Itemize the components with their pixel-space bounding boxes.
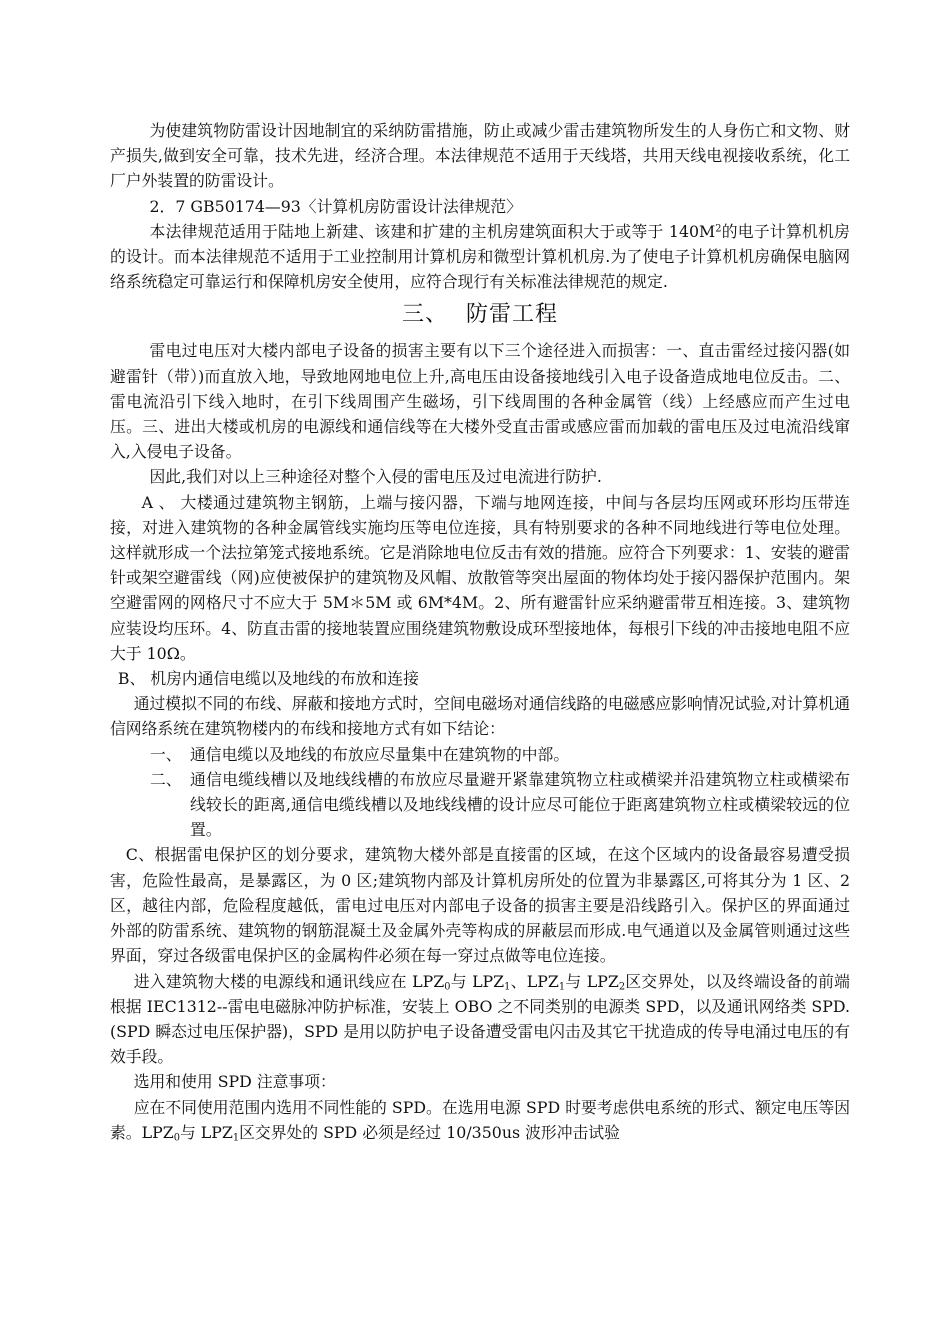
paragraph-text: 、LPZ bbox=[510, 971, 559, 991]
list-marker: 二、 bbox=[150, 769, 182, 789]
chapter-number: 三、 bbox=[401, 302, 448, 328]
paragraph-spd-selection bbox=[110, 1095, 850, 1145]
paragraph-text: C、根据雷电保护区的划分要求，建筑物大楼外部是直接雷的区域，在这个区域内的设备最容易遭受损害，危险性最高，是暴露区，为 0 区;建筑物内部及计算机房所处的位置为非暴露区,可将其分为 1 区、2 区，越往内部，危险程度越低，雷电过电压对内部电子设备的损害主要是沿线路引入。保护区的界面通过外部的防雷系统、建筑物的钢筋混凝土及金属外壳等构成的屏蔽层而形成.电气通道以及金属管则通过这些界面，穿过各级雷电保护区的金属构件必须在每一穿过点做等电位连接。 bbox=[110, 845, 850, 966]
paragraph-text: 与 LPZ bbox=[179, 1122, 233, 1142]
paragraph-text: 的电子计算机机房的设计。而本法律规范不适用于工业控制用计算机房和微型计算机机房.为了使电子计算机机房确保电脑网络系统稳定可靠运行和保障机房安全使用，应符合现行有关标准法律规范的规定. bbox=[110, 221, 850, 292]
paragraph-text: 本法律规范适用于陆地上新建、该建和扩建的主机房建筑面积大于或等于 140M bbox=[149, 221, 716, 241]
paragraph-protection-intro bbox=[110, 464, 850, 489]
paragraph-text: 通过模拟不同的布线、屏蔽和接地方式时，空间电磁场对通信线路的电磁感应影响情况试验,对计算机通信网络系统在建筑物楼内的布线和接地方式有如下结论： bbox=[110, 694, 850, 739]
list-item bbox=[110, 767, 850, 843]
paragraph-text: 因此,我们对以上三种途径对整个入侵的雷电压及过电流进行防护. bbox=[149, 467, 602, 487]
paragraph-text: A 、 大楼通过建筑物主钢筋，上端与接闪器，下端与地网连接，中间与各层均压网或环形均压带连接，对进入建筑物的各种金属管线实施均压等电位连接，具有特别要求的各种不同地线进行等电位处理。这样就形成一个法拉第笼式接地系统。它是消除地电位反击有效的措施。应符合下列要求：1、安装的避雷针或架空避雷线（网)应使被保护的建筑物及风帽、放散管等突出屋面的物体均处于接闪器保护范围内。架空避雷网的网格尺寸不应大于 5M＊5M 或 6M*4M。2、所有避雷针应采纳避雷带互相连接。3、建筑物应装设均压环。4、防直击雷的接地装置应围绕建筑物敷设成环型接地体，每根引下线的冲击接地电阻不应大于 10Ω。 bbox=[110, 492, 850, 663]
paragraph-section-b-title bbox=[110, 666, 850, 691]
paragraph-section-b-body bbox=[110, 691, 850, 741]
paragraph-spd-notes-title bbox=[110, 1069, 850, 1094]
paragraph-text: 应在不同使用范围内选用不同性能的 SPD。在选用电源 SPD 时要考虑供电系统的形式、额定电压等因素。LPZ bbox=[110, 1097, 850, 1142]
section-title-text: 2．7 GB50174—93〈计算机房防雷设计法律规范〉 bbox=[149, 196, 522, 216]
superscript: 2 bbox=[715, 223, 722, 235]
document-page bbox=[110, 118, 850, 1145]
paragraph-scope bbox=[110, 118, 850, 194]
paragraph-lightning-paths bbox=[110, 338, 850, 464]
list-marker: 一、 bbox=[150, 744, 182, 764]
subscript: 0 bbox=[444, 980, 451, 992]
subscript: 1 bbox=[232, 1132, 240, 1144]
paragraph-spd-install bbox=[110, 969, 850, 1070]
paragraph-gb50174 bbox=[110, 219, 850, 295]
list-item bbox=[110, 742, 850, 767]
subscript: 1 bbox=[558, 980, 566, 992]
paragraph-section-a bbox=[110, 490, 850, 666]
list-text: 通信电缆线槽以及地线线槽的布放应尽量避开紧靠建筑物立柱或横梁并沿建筑物立柱或横梁布线较长的距离,通信电缆线槽以及地线线槽的设计应尽可能位于距离建筑物立柱或横梁较远的位置。 bbox=[190, 769, 850, 840]
chapter-heading bbox=[110, 300, 850, 330]
paragraph-text: 区交界处的 SPD 必须是经过 10/350us 波形冲击试验 bbox=[239, 1122, 620, 1142]
paragraph-text: 区交界处，以及终端设备的前端根据 IEC1312--雷电电磁脉冲防护标准，安装上 OBO 之不同类别的电源类 SPD，以及通讯网络类 SPD.(SPD 瞬态过电压保护器)，SPD 是用以防护电子设备遭受雷电闪击及其它干扰造成的传导电涌过电压的有效手段。 bbox=[110, 971, 850, 1067]
paragraph-text: 与 LPZ bbox=[565, 971, 619, 991]
list-text: 通信电缆以及地线的布放应尽量集中在建筑物的中部。 bbox=[190, 744, 570, 764]
paragraph-text: B、 机房内通信电缆以及地线的布放和连接 bbox=[117, 669, 419, 689]
paragraph-text: 进入建筑物大楼的电源线和通讯线应在 LPZ bbox=[133, 971, 445, 991]
subscript: 2 bbox=[618, 980, 626, 992]
subscript: 0 bbox=[173, 1132, 180, 1144]
paragraph-text: 与 LPZ bbox=[450, 971, 505, 991]
paragraph-text: 为使建筑物防雷设计因地制宜的采纳防雷措施，防止或减少雷击建筑物所发生的人身伤亡和文物、财产损失,做到安全可靠，技术先进，经济合理。本法律规范不适用于天线塔，共用天线电视接收系统，化工厂户外装置的防雷设计。 bbox=[110, 121, 850, 191]
paragraph-text: 选用和使用 SPD 注意事项： bbox=[133, 1072, 336, 1092]
paragraph-section-c bbox=[110, 842, 850, 968]
section-2-7-title bbox=[110, 194, 850, 219]
subscript: 1 bbox=[504, 980, 511, 992]
paragraph-text: 雷电过电压对大楼内部电子设备的损害主要有以下三个途径进入而损害：一、直击雷经过接闪器(如避雷针（带）)而直放入地，导致地网地电位上升,高电压由设备接地线引入电子设备造成地电位反击。二、雷电流沿引下线入地时，在引下线周围产生磁场，引下线周围的各种金属管（线）上经感应而产生过电压。三、进出大楼或机房的电源线和通信线等在大楼外受直击雷或感应雷而加载的雷电压及过电流沿线窜入,入侵电子设备。 bbox=[110, 341, 850, 462]
chapter-title: 防雷工程 bbox=[466, 302, 559, 328]
